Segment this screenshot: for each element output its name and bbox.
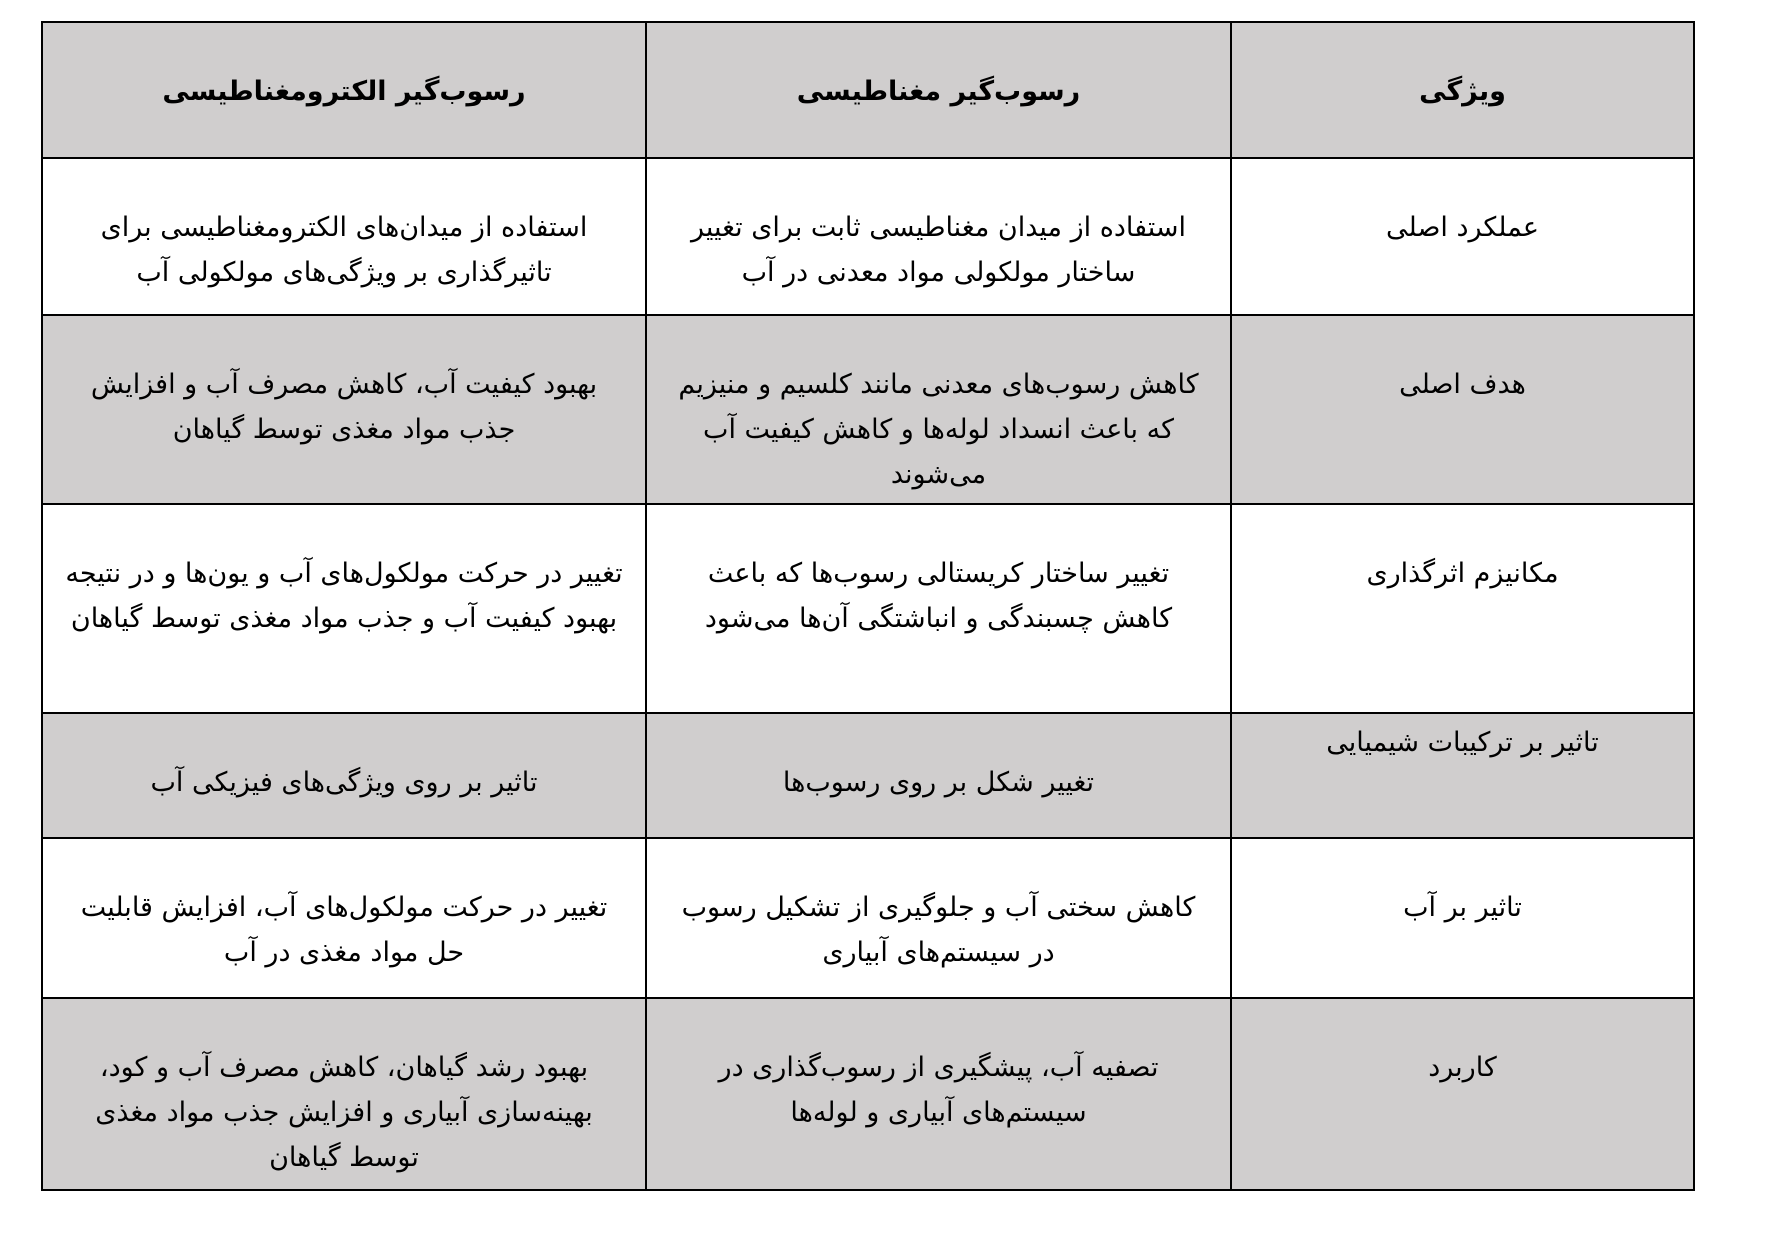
cell-electromagnetic: تغییر در حرکت مولکول‌های آب، افزایش قابلیت حل مواد مغذی در آب — [42, 838, 646, 998]
table-header-row — [42, 22, 1694, 158]
cell-magnetic: تغییر ساختار کریستالی رسوب‌ها که باعث کاهش چسبندگی و انباشتگی آن‌ها می‌شود — [646, 504, 1231, 713]
table-row — [42, 838, 1694, 998]
cell-magnetic: کاهش سختی آب و جلوگیری از تشکیل رسوب در سیستم‌های آبیاری — [646, 838, 1231, 998]
table-row — [42, 504, 1694, 713]
cell-magnetic: استفاده از میدان مغناطیسی ثابت برای تغییر ساختار مولکولی مواد معدنی در آب — [646, 158, 1231, 315]
cell-feature: تاثیر بر ترکیبات شیمیایی — [1231, 713, 1694, 838]
table-row — [42, 998, 1694, 1190]
cell-electromagnetic: استفاده از میدان‌های الکترومغناطیسی برای تاثیرگذاری بر ویژگی‌های مولکولی آب — [42, 158, 646, 315]
table-row — [42, 315, 1694, 504]
cell-feature: تاثیر بر آب — [1231, 838, 1694, 998]
cell-feature: هدف اصلی — [1231, 315, 1694, 504]
table-row — [42, 713, 1694, 838]
table-row — [42, 158, 1694, 315]
cell-electromagnetic: بهبود رشد گیاهان، کاهش مصرف آب و کود، بهینه‌سازی آبیاری و افزایش جذب مواد مغذی توسط گیاهان — [42, 998, 646, 1190]
header-feature: ویژگی — [1231, 22, 1694, 158]
header-electromagnetic-descaler: رسوب‌گیر الکترومغناطیسی — [42, 22, 646, 158]
cell-feature: مکانیزم اثرگذاری — [1231, 504, 1694, 713]
cell-electromagnetic: بهبود کیفیت آب، کاهش مصرف آب و افزایش جذب مواد مغذی توسط گیاهان — [42, 315, 646, 504]
cell-feature: کاربرد — [1231, 998, 1694, 1190]
cell-electromagnetic: تاثیر بر روی ویژگی‌های فیزیکی آب — [42, 713, 646, 838]
cell-magnetic: تغییر شکل بر روی رسوب‌ها — [646, 713, 1231, 838]
header-magnetic-descaler: رسوب‌گیر مغناطیسی — [646, 22, 1231, 158]
cell-magnetic: کاهش رسوب‌های معدنی مانند کلسیم و منیزیم که باعث انسداد لوله‌ها و کاهش کیفیت آب می‌شوند — [646, 315, 1231, 504]
cell-magnetic: تصفیه آب، پیشگیری از رسوب‌گذاری در سیستم‌های آبیاری و لوله‌ها — [646, 998, 1231, 1190]
cell-feature: عملکرد اصلی — [1231, 158, 1694, 315]
cell-electromagnetic: تغییر در حرکت مولکول‌های آب و یون‌ها و در نتیجه بهبود کیفیت آب و جذب مواد مغذی توسط گیاهان — [42, 504, 646, 713]
comparison-table — [41, 21, 1695, 1191]
